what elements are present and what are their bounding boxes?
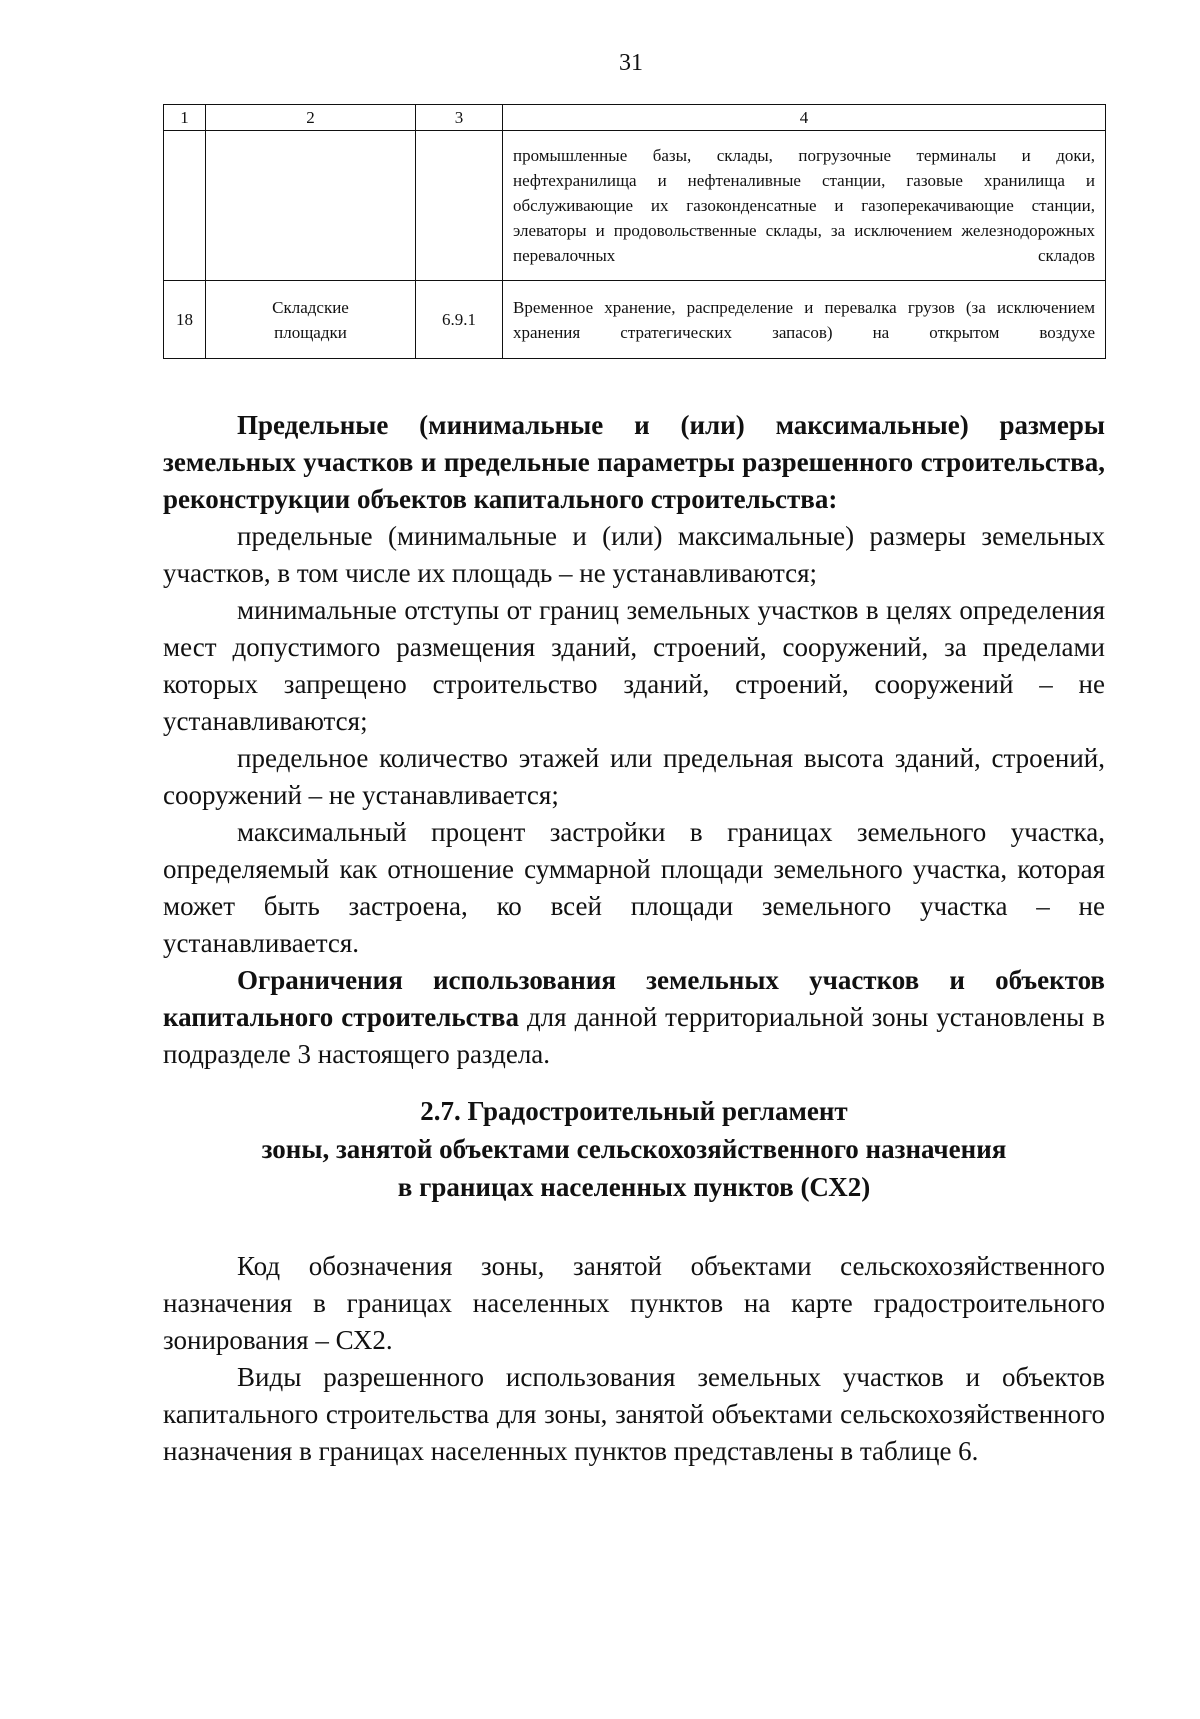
table-header-row: [164, 105, 1106, 131]
parameters-heading: Предельные (минимальные и (или) максимальные) размеры земельных участков и предельные параметры разрешенного строительства, реконструкции объектов капитального строительства:: [163, 410, 1105, 514]
table-row: [164, 281, 1106, 359]
table-row: [164, 131, 1106, 281]
parameter-setbacks: минимальные отступы от границ земельных участков в целях определения мест допустимого размещения зданий, строений, сооружений, за пределами которых запрещено строительство зданий, строений, сооружений – не устанавливаются;: [163, 595, 1105, 736]
parameter-plot-size: предельные (минимальные и (или) максимальные) размеры земельных участков, в том числе их площадь – не устанавливаются;: [163, 521, 1105, 588]
row-number: [164, 131, 206, 281]
section-heading: [163, 1092, 1105, 1206]
column-header: 2: [206, 105, 416, 131]
page-number: 31: [619, 50, 643, 76]
restrictions-paragraph: [163, 962, 1105, 1073]
parameters-block: [163, 407, 1105, 1073]
row-name: Складские площадки: [206, 281, 416, 359]
row-code: 6.9.1: [416, 281, 503, 359]
zone-code-paragraph: Код обозначения зоны, занятой объектами сельскохозяйственного назначения в границах населенных пунктов на карте градостроительного зонирования – СХ2.: [163, 1251, 1105, 1355]
parameter-coverage: максимальный процент застройки в границах земельного участка, определяемый как отношение суммарной площади земельного участка, которая может быть застроена, ко всей площади земельного участка – не устанавливается.: [163, 817, 1105, 958]
row-code: [416, 131, 503, 281]
parameter-floors: предельное количество этажей или предельная высота зданий, строений, сооружений – не устанавливается;: [163, 743, 1105, 810]
permitted-use-paragraph: Виды разрешенного использования земельных участков и объектов капитального строительства для зоны, занятой объектами сельскохозяйственного назначения в границах населенных пунктов представлены в таблице 6.: [163, 1362, 1105, 1466]
row-number: 18: [164, 281, 206, 359]
row-name: [206, 131, 416, 281]
column-header: 4: [503, 105, 1106, 131]
section-title-line-3: в границах населенных пунктов (СХ2): [397, 1172, 871, 1202]
column-header: 1: [164, 105, 206, 131]
row-description: Временное хранение, распределение и перевалка грузов (за исключением хранения стратегических запасов) на открытом воздухе: [503, 281, 1106, 359]
row-description: промышленные базы, склады, погрузочные терминалы и доки, нефтехранилища и нефтеналивные станции, газовые хранилища и обслуживающие их газоконденсатные и газоперекачивающие станции, элеваторы и продовольственные склады, за исключением железнодорожных перевалочных складов: [503, 131, 1106, 281]
restrictions-rest: для данной территориальной зоны установлены в подразделе 3 настоящего раздела.: [163, 1002, 1105, 1069]
continued-table: [163, 104, 1106, 359]
section-title-line-1: 2.7. Градостроительный регламент: [420, 1096, 848, 1126]
column-header: 3: [416, 105, 503, 131]
section-title-line-2: зоны, занятой объектами сельскохозяйственного назначения: [261, 1134, 1007, 1164]
section-body: [163, 1248, 1105, 1470]
restrictions-bold: Ограничения использования земельных участков и объектов капитального строительства: [163, 965, 1105, 1032]
